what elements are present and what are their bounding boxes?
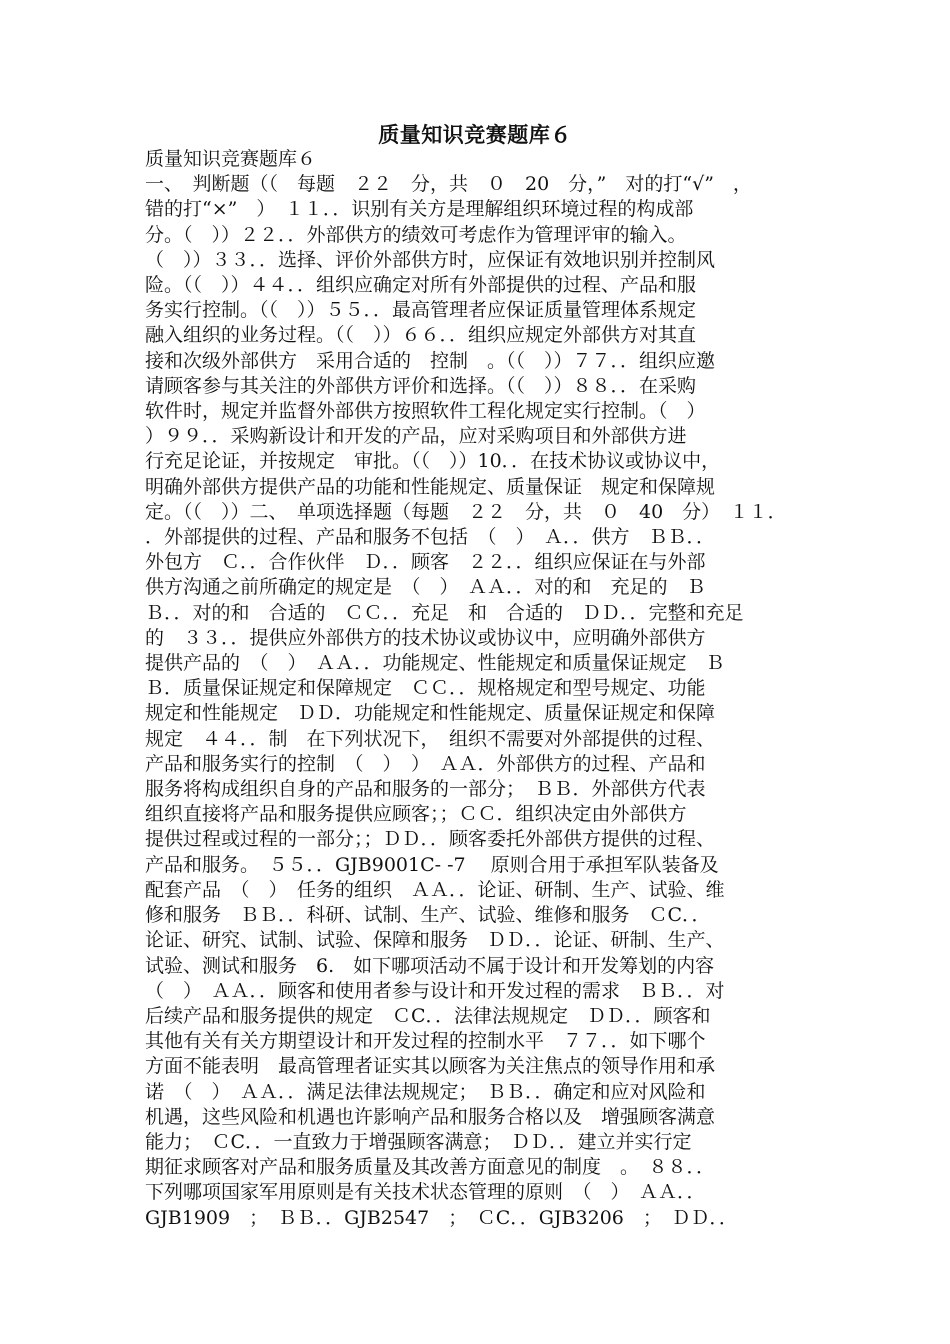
document-title: 质量知识竞赛题库６ — [378, 122, 572, 147]
document-body-text: 质量知识竞赛题库６ 一、 判断题（（ 每题 ２２ 分，共 ０ 20 分，” 对的打“√” ， 错的打“×” ） １１．．识别有关方是理解组织环境过程的构成部 分。（ ））２２．．外部供方的绩效可考虑作为管理评审的输入。 （ ））３３．．选择、评价外部供方时，应保证有效地识别并控制风 险。（（ ））４４．．组织应确定对所有外部提供的过程、产品和服 务实行控制。（（ ））５５．．最高管理者应保证质量管理体系规定 融入组织的业务过程。（（ ））６６．．组织应规定外部供方对其直 接和次级外部供方 采用合适的 控制 。（（ ））７７．．组织应邀 请顾客参与其关注的外部供方评价和选择。（（ ））８８．．在采购 软件时，规定并监督外部供方按照软件工程化规定实行控制。（ ） ）９９．．采购新设计和开发的产品，应对采购项目和外部供方进 行充足论证，并按规定 审批。（（ ））10．．在技术协议或协议中， 明确外部供方提供产品的功能和性能规定、质量保证 规定和保障规 定。（（ ））二、 单项选择题（每题 ２２ 分，共 ０ 40 分） １１． ．外部提供的过程、产品和服务不包括 （ ） Ａ．．供方 ＢＢ．． 外包方 Ｃ．．合作伙伴 Ｄ．．顾客 ２２．．组织应保证在与外部 供方沟通之前所确定的规定是 （ ） ＡＡ．．对的和 充足的 Ｂ Ｂ．．对的和 合适的 ＣＣ．．充足 和 合适的 ＤＤ．．完整和充足 的 ３３．．提供应外部供方的技术协议或协议中，应明确外部供方 提供产品的 （ ） ＡＡ．．功能规定、性能规定和质量保证规定 Ｂ Ｂ．质量保证规定和保障规定 ＣＣ．．规格规定和型号规定、功能 规定和性能规定 ＤＤ．功能规定和性能规定、质量保证规定和保障 规定 ４４．．制 在下列状况下， 组织不需要对外部提供的过程、 产品和服务实行的控制 （ ） ） ＡＡ．外部供方的过程、产品和 服务将构成组织自身的产品和服务的一部分； ＢＢ．外部供方代表 组织直接将产品和服务提供应顾客；；ＣＣ．组织决定由外部供方 提供过程或过程的一部分；；ＤＤ．．顾客委托外部供方提供的过程、 产品和服务。 ５５．．GJB9001C- -7 原则合用于承担军队装备及 配套产品 （ ） 任务的组织 ＡＡ．．论证、研制、生产、试验、维 修和服务 ＢＢ．．科研、试制、生产、试验、维修和服务 ＣC．． 论证、研究、试制、试验、保障和服务 ＤＤ．．论证、研制、生产、 试验、测试和服务 6. 如下哪项活动不属于设计和开发筹划的内容 （ ） ＡＡ．．顾客和使用者参与设计和开发过程的需求 ＢＢ．．对 后续产品和服务提供的规定 ＣC．．法律法规规定 ＤＤ．．顾客和 其他有关有关方期望设计和开发过程的控制水平 ７７．．如下哪个 方面不能表明 最高管理者证实其以顾客为关注焦点的领导作用和承 诺 （ ） ＡＡ．．满足法律法规规定； ＢＢ．．确定和应对风险和 机遇，这些风险和机遇也许影响产品和服务合格以及 增强顾客满意 能力； ＣC．．一直致力于增强顾客满意； ＤＤ．．建立并实行定 期征求顾客对产品和服务质量及其改善方面意见的制度 。 ８８．． 下列哪项国家军用原则是有关技术状态管理的原则 （ ） ＡＡ．． GJB1909 ； ＢＢ．．GJB2547 ； ＣC．．GJB3206 ； ＤＤ．． — [145, 148, 787, 1229]
